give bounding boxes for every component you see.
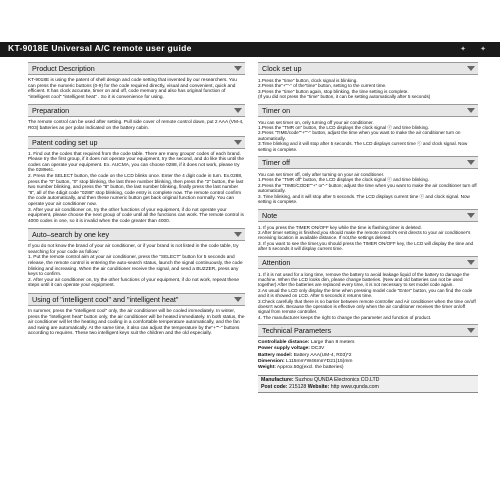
section-body: 1.Press the "time" button, clock signal is blinking. 2.Press the"+""-" of the"time" button, setting to the current time. 3.Press the "time" button again, stop blinking, the time setting is complete. (If you did not press the "time" button, it can be setting automatically after 5 seconds) <box>258 78 431 100</box>
triangle-down-icon <box>467 213 475 218</box>
section-note <box>258 209 478 252</box>
right-column <box>258 62 478 492</box>
manufacturer-line <box>261 377 475 384</box>
section-patent-coding <box>28 136 245 225</box>
section-body: You can set timer on, only turning off your air conditioner. 1.Press the "TMR on" button, the LCD displays the clock signal ⓒ and time blinking. 2.Press "TIME/code""+""-" button, adjust the time when you want to make the air conditioner turn on automatically. 3.Time blinking and it will stop after 5 seconds. The LCD displays current time ⓒ and clock signal. Now setting is complete. <box>258 119 468 152</box>
section-heading: Using of "intelligent cool" and "intelligent heat" <box>32 295 179 305</box>
postcode-value: 215128 <box>287 383 307 390</box>
triangle-down-icon <box>467 108 475 113</box>
section-heading: Technical Parameters <box>262 326 332 336</box>
manufacturer-box <box>258 375 478 393</box>
section-clock <box>258 62 478 100</box>
tech-param-label: Battery model: <box>258 352 293 358</box>
section-header <box>258 104 478 117</box>
tech-param-label: Controllable distance: <box>258 340 310 346</box>
triangle-down-icon <box>234 297 242 302</box>
tech-param-label: Power supply voltage: <box>258 346 310 352</box>
section-body: 1. Find out the codes that required from the code table. There are many groups' codes of each brand. Please try the first group, if it does not operate your equipment, try the second, and do like this until the codes can operate your equipment. Ex. AUCMA, you can choose 0288, if it does not work, please try the 0289etc. 2. Press the SELECT button, the code on the LCD blinks once. Enter the 4 digit code in turn. Ex.0288, press the "0" button, "0" stop blinking, the last three number blinking, then press the "2" button, the last two number blinking, and press the "8" button, the last number blinking, finally press the last number "8", all of the 4digit code "0288" stop blinking, code entry is complete now. The remote control confirm the code automatically, and then these numeric button get back original function normally. You can operate your air conditioner now. 3. After your air conditioner on, try the other functions of your equipment, if do not operate your equipment, please choose the next group of code until all the functions can work. The remote control is 4000 codes in one, so it is invalid when the code greater than 4000. <box>28 151 244 224</box>
tech-param-value: DC3V <box>309 346 325 352</box>
section-heading: Product Description <box>32 64 95 73</box>
triangle-down-icon <box>234 108 242 113</box>
section-heading: Timer on <box>262 105 291 115</box>
website-label: Website: <box>307 383 330 390</box>
postcode-label: Post code: <box>261 383 288 390</box>
section-body: 1. If it is not used for a long time, remove the battery to avoid leakage liquid of the battery to damage the machine. When the LCD looks dim, please change batteries. (New and old batteries can not be used together) After the batteries are replaced every time, it is not necessary to set model code again. 2.As usual the LCD only display the time when pressing model code "Enter" button, you can find the code and it is showed on LCD. After 5 seconds it returns time. 3.Check carefully that there is no barrier between remote controller and Air conditioner when the time on/off doesn't work. Because the operation is effective only when the air conditioner receives the timer on/off signal from remote controller. 4. The manufacturer keeps the right to change the parameter and function of product. <box>258 271 476 320</box>
section-header <box>28 228 245 241</box>
section-timer-on <box>258 104 478 152</box>
tech-param-value: Approx.50g(excl. the batteries) <box>275 365 344 371</box>
tech-param-list <box>258 340 478 371</box>
section-intelligent <box>28 293 245 337</box>
triangle-down-icon <box>467 328 475 333</box>
tech-param-label: Dimension: <box>258 359 285 365</box>
triangle-down-icon <box>467 160 475 165</box>
section-heading: Preparation <box>32 106 70 116</box>
left-column <box>28 62 245 492</box>
section-header <box>258 209 478 222</box>
triangle-down-icon <box>234 66 242 71</box>
page-title: KT-9018E Universal A/C remote user guide <box>8 43 192 53</box>
section-preparation <box>28 104 245 131</box>
section-header <box>258 156 478 169</box>
section-body: You can set timer off, only after turning on your air conditioner. 1.Press the "TMR off" button, the LCD displays the clock signal ⓒ and time blinking. 2.Press the "TIME/CODE""+" or"-" button; adjust the time when you want to make the air conditioner turn off automatically. 3. Time blinking, and it will stop after 5 seconds. The LCD displays current time ⓒ and clock signal. Now setting is complete. <box>258 172 477 205</box>
tech-param-value: L115mm*W46mm*D21(15)mm <box>284 359 353 365</box>
section-auto-search <box>28 228 245 289</box>
section-heading: Patent coding set up <box>32 137 98 147</box>
section-technical-parameters <box>258 324 478 392</box>
section-body: If you do not know the brand of your air conditioner, or if your brand is not listed in the code table, try searching for your code as follow: 1. Put the remote control aim at your air conditioner, press the "SELECT" button for 5 seconds and release, the remote control is entering the auto-search status, launch the signal continuously, the code blinking and increasing. When the air conditioner receive the signal, and send a BUZZER, press any keys to confirm. 2. After your air conditioner on, try the other functions of your equipment, if do not work, repeat these steps until it can operate your equipment. <box>28 244 243 289</box>
section-header <box>28 104 245 117</box>
section-body: In summer, press the "intelligent cool" only, the air conditioner will be cooled immediately. In winter, press the "intelligent heat" button only, the air conditioner will be heated immediately. In both status, the air conditioner will let the heating and cooling in a comfortable temperature automatically, and the fan and swing are automatically. At the same time, it also can adjust the temperature by the"+""-" buttons according to requires. These two intelligent keys suit the children and the old especially. <box>28 309 245 337</box>
section-header <box>258 62 478 75</box>
triangle-down-icon <box>467 260 475 265</box>
website-link[interactable]: http www.qunda.com <box>329 383 379 390</box>
triangle-down-icon <box>234 232 242 237</box>
section-header <box>258 256 478 269</box>
title-bar <box>0 42 500 57</box>
section-heading: Clock set up <box>262 64 302 73</box>
postcode-line <box>261 384 475 391</box>
tech-param-label: Weight: <box>258 365 276 371</box>
section-body: 1. If you press the TIMER ON/OFF key while the time is flashing,timer is deleted. 2.After timer setting is finished,you should make the remote control's emit directs to your air conditioner's receiving location in available distance. If not,the settings deleted. 3. If you want to see the timer,you should press the TIMER ON/OFF key, the LCD will display the time and after 5 seconds it will display current time. <box>258 224 474 252</box>
manufacturer-value: Suzhou QUNDA Electronics CO.LTD <box>293 376 380 383</box>
section-product-description <box>28 62 245 100</box>
section-body: The remote control can be used after setting. Pull side cover of remote control down, put 2 AAA (VM-4, R03) batteries as per polar indicated on the battery cabin. <box>28 120 244 131</box>
tech-param-value: Large than 8 meters <box>309 340 355 346</box>
tech-param-value: Battery AAA(UM-4, R03)*2 <box>292 352 352 358</box>
brand-mark-icon-2: ✦ <box>480 46 486 53</box>
tech-param-row <box>258 365 478 371</box>
brand-mark-icon: ✦ <box>460 46 466 53</box>
manufacturer-label: Manufacture: <box>261 376 294 383</box>
section-heading: Timer off <box>262 158 290 168</box>
section-attention <box>258 256 478 321</box>
section-timer-off <box>258 156 478 204</box>
section-header <box>28 136 245 149</box>
section-header <box>28 62 245 75</box>
section-header <box>258 324 478 337</box>
section-heading: Auto–search by one key <box>32 230 110 240</box>
section-heading: Attention <box>262 257 291 267</box>
section-heading: Note <box>262 210 278 220</box>
triangle-down-icon <box>467 66 475 71</box>
section-body: KT-9018E is using the patent of shell design and code setting that invented by our researchers. You can press the numeric buttons (0-9) for the code required directly, visual and convenient, quick and efficient. It has clock accurate, timer on and off, code memory and also has original function of "intelligent cool" "intelligent heat" . So it is convenience for using. <box>28 78 237 100</box>
triangle-down-icon <box>234 140 242 145</box>
section-header <box>28 293 245 306</box>
